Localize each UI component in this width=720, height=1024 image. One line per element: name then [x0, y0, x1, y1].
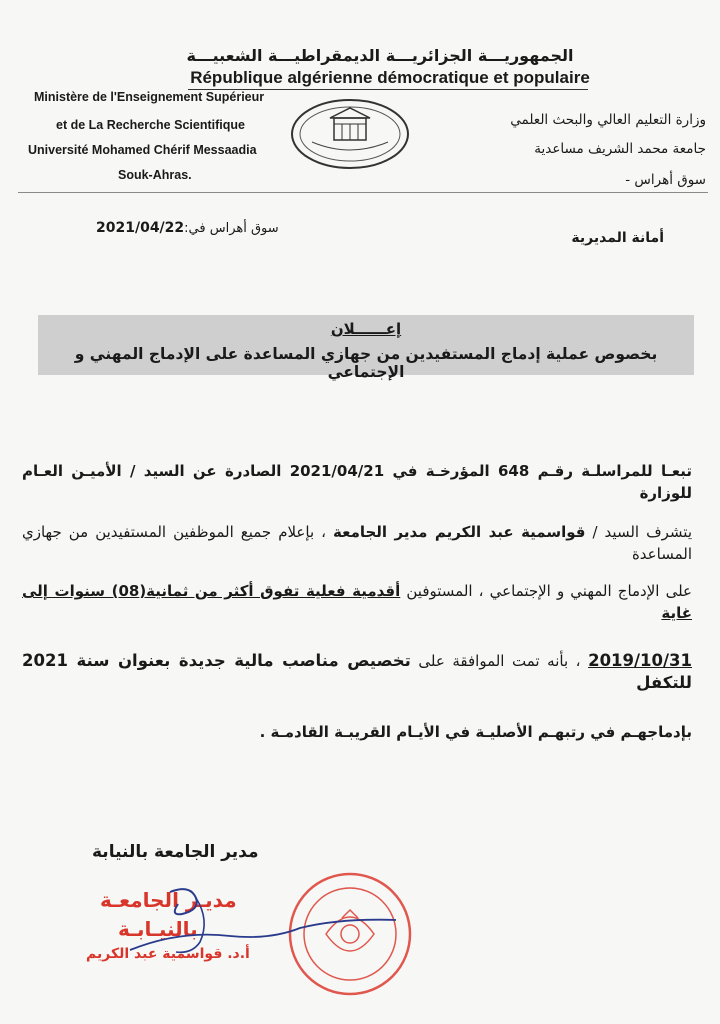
republic-arabic: الجمهوريـــة الجزائريـــة الديمقراطيـــة الشعبيـــة — [186, 46, 574, 65]
office-label: أمانة المديرية — [571, 230, 664, 246]
body-paragraph-4 — [22, 650, 692, 694]
deadline-date: 2019/10/31 — [588, 651, 692, 670]
stamp-line-1: مديـر الجامعـة — [100, 888, 237, 912]
body-p3-lead: على الإدماج المهني و الإجتماعي ، المستوفين — [406, 582, 692, 600]
body-paragraph-1: تبعـا للمراسلـة رقـم 648 المؤرخـة في 2021/04/21 الصادرة عن السيد / الأميـن العـام للوزارة — [22, 462, 692, 502]
body-p2-rest: ، بإعلام جميع الموظفين المستفيدين من جهازي المساعدة — [22, 523, 692, 563]
body-p4-mid: ، بأنه تمت الموافقة على — [418, 652, 581, 670]
republic-french: République algérienne démocratique et populaire — [190, 68, 590, 87]
stamp-line-3: أ.د. قواسمية عبد الكريم — [86, 946, 250, 962]
university-logo-icon — [290, 96, 410, 172]
seniority-condition: أقدمية فعلية تفوق أكثر من ثمانية(08) سنوات إلى غاية — [22, 582, 692, 622]
body-p2-lead: يتشرف السيد / — [592, 523, 692, 541]
stamp-line-2: بالنيـابـة — [118, 917, 198, 941]
ministry-arabic: وزارة التعليم العالي والبحث العلمي — [510, 112, 706, 128]
city-arabic: سوق أهراس - — [625, 172, 706, 188]
city-french: Souk-Ahras. — [118, 168, 192, 182]
ministry-french-line2: et de La Recherche Scientifique — [56, 118, 245, 132]
date-line — [96, 220, 279, 236]
handwritten-signature-icon — [100, 880, 400, 980]
new-positions-text: تخصيص مناصب مالية جديدة بعنوان سنة 2021 للتكفل — [22, 651, 692, 692]
date-label: سوق أهراس في: — [184, 221, 279, 236]
announcement-subject: بخصوص عملية إدماج المستفيدين من جهازي المساعدة على الإدماج المهني و الإجتماعي — [74, 345, 658, 381]
date-value: 2021/04/22 — [96, 220, 185, 236]
university-french: Université Mohamed Chérif Messaadia — [28, 143, 257, 157]
ministry-french-line1: Ministère de l'Enseignement Supérieur — [34, 90, 265, 104]
announcement-title: إعــــــلان — [330, 320, 402, 338]
header-divider — [18, 192, 708, 193]
university-arabic: جامعة محمد الشريف مساعدية — [534, 141, 706, 157]
body-paragraph-3 — [22, 580, 692, 624]
body-paragraph-5: بإدماجهـم في رتبهـم الأصليـة في الأيـام القريبـة القادمـة . — [259, 723, 692, 741]
body-paragraph-2 — [22, 521, 692, 565]
director-name: قواسمية عبد الكريم مدير الجامعة — [333, 523, 586, 541]
signature-title: مدير الجامعة بالنيابة — [92, 842, 259, 862]
